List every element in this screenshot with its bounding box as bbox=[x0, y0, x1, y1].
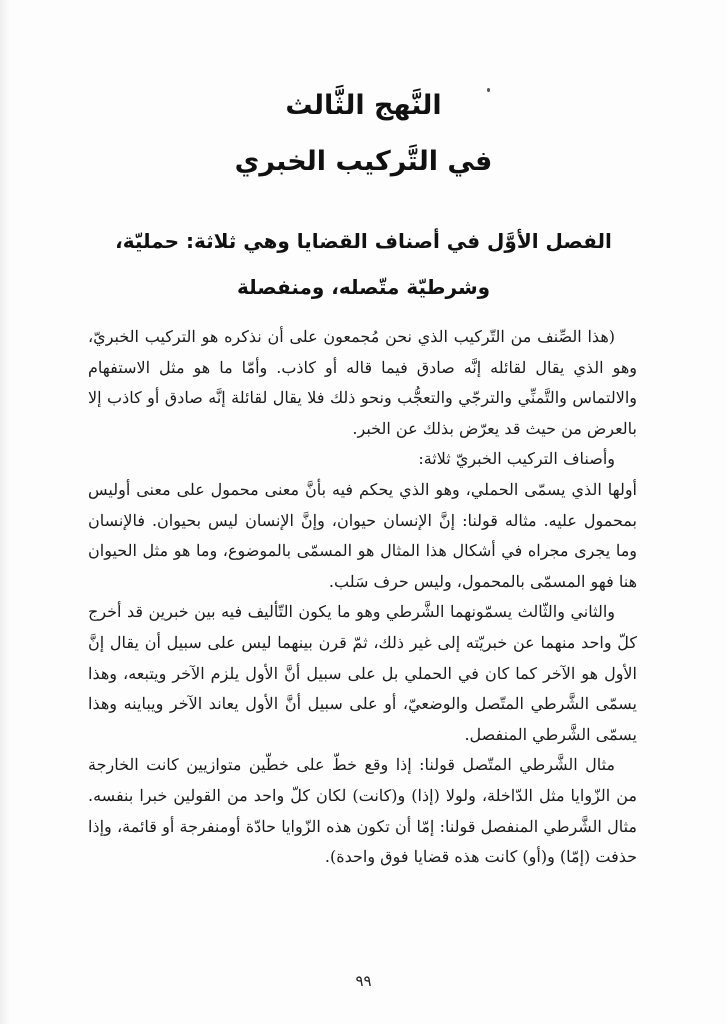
chapter-title bbox=[70, 218, 657, 310]
chapter-title-line-2: وشرطيّة متّصله، ومنفصلة bbox=[236, 275, 491, 299]
paragraph: (هذا الصِّنف من التّركيب الذي نحن مُجمعون على أن نذكره هو التركيب الخبريّ، وهو الذي يقال لقائله إنَّه صادق فيما قاله أو كاذب. وأمّا ما هو مثل الاستفهام والالتماس والتَّمنِّي والترجّي والتعجُّب ونحو ذلك فلا يقال لقائلة إنَّه صادق أو كاذب إلا بالعرض من حيث قد يعرّض بذلك عن الخبر. bbox=[88, 327, 637, 438]
chapter-title-line-1: الفصل الأوَّل في أصناف القضايا وهي ثلاثة: حمليّة، bbox=[115, 229, 612, 253]
body-text bbox=[88, 322, 637, 873]
section-heading bbox=[0, 78, 727, 190]
section-heading-line-1: النَّهج الثَّالث bbox=[285, 90, 442, 121]
paragraph: أولها الذي يسمّى الحملي، وهو الذي يحكم فيه بأنَّ معنى محمول على معنى أوليس بمحمول عليه. مثاله قولنا: إنَّ الإنسان حيوان، وإنَّ الإنسان ليس بحيوان. فالإنسان وما يجرى مجراه في أشكال هذا المثال هو المسمّى بالموضوع، وما هو مثل الحيوان هنا فهو المسمّى بالمحمول، وليس حرف سَلب. bbox=[88, 479, 637, 591]
paragraph: مثال الشَّرطي المتّصل قولنا: إذا وقع خطّ على خطّين متوازيين كانت الخارجة من الزّوايا مثل الدّاخلة، ولولا (إذا) و(كانت) لكان كلّ واحد من القولين خبرا بنفسه. مثال الشَّرطي المنفصل قولنا: إمّا أن تكون هذه الزّوايا حادّة أومنفرجة أو قائمة، وإذا حذفت (إمّا) و(أو) كانت هذه قضايا فوق واحدة). bbox=[88, 755, 637, 867]
paragraph: وأصناف التركيب الخبريّ ثلاثة: bbox=[418, 449, 615, 469]
paragraph: والثاني والثّالث يسمّونهما الشَّرطي وهو ما يكون التّأليف فيه بين خبرين قد أخرج كلّ واحد منهما عن خبريّته إلى غير ذلك، ثمّ قرن بينهما ليس على سبيل أن يقال إنَّ الأول هو الآخر كما كان في الحملي بل على سبيل أنَّ الأول يلزم الآخر ويتبعه، وهذا يسمّى الشَّرطي المتّصل والوضعيّ، أو على سبيل أنَّ الأول يعاند الآخر ويباينه وهذا يسمّى الشَّرطي المنفصل. bbox=[88, 602, 637, 744]
section-heading-line-2: في التَّركيب الخبري bbox=[234, 146, 493, 177]
print-speck bbox=[487, 88, 490, 92]
page-number: ٩٩ bbox=[355, 972, 372, 990]
